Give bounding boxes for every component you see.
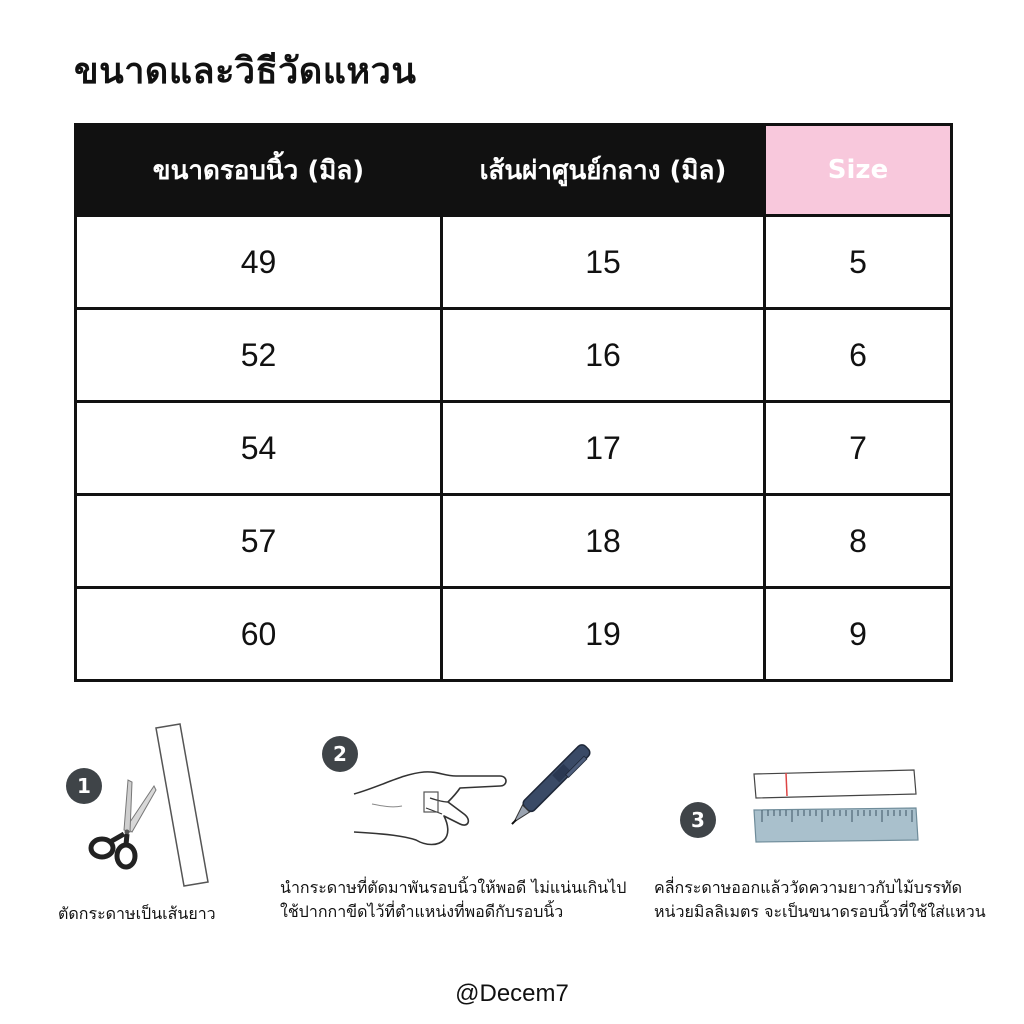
step-2-caption — [280, 876, 626, 924]
cell-size: 8 — [765, 495, 952, 588]
caption-line: หน่วยมิลลิเมตร จะเป็นขนาดรอบนิ้วที่ใช้ใส่แหวน — [654, 902, 986, 921]
cell-diameter: 15 — [442, 216, 765, 309]
table-row — [76, 588, 952, 681]
pen-icon — [500, 738, 596, 838]
cell-size: 6 — [765, 309, 952, 402]
table-row — [76, 402, 952, 495]
caption-line: ตัดกระดาษเป็นเส้นยาว — [58, 904, 216, 923]
header-circumference: ขนาดรอบนิ้ว (มิล) — [76, 125, 442, 216]
cell-size: 7 — [765, 402, 952, 495]
cell-circumference: 49 — [76, 216, 442, 309]
cell-size: 9 — [765, 588, 952, 681]
cell-size: 5 — [765, 216, 952, 309]
step-1-caption — [58, 902, 216, 926]
cell-circumference: 57 — [76, 495, 442, 588]
cell-circumference: 52 — [76, 309, 442, 402]
page-title: ขนาดและวิธีวัดแหวน — [74, 51, 417, 92]
caption-line: คลี่กระดาษออกแล้ววัดความยาวกับไม้บรรทัด — [654, 878, 962, 897]
paper-strip-marked-icon — [752, 768, 920, 802]
step-2-badge: 2 — [322, 736, 358, 772]
caption-line: นำกระดาษที่ตัดมาพันรอบนิ้วให้พอดี ไม่แน่นเกินไป — [280, 878, 627, 897]
ring-size-table — [74, 123, 953, 682]
caption-line: ใช้ปากกาขีดไว้ที่ตำแหน่งที่พอดีกับรอบนิ้ว — [280, 902, 564, 921]
table-header-row — [76, 125, 952, 216]
step-3-caption — [654, 876, 986, 924]
cell-diameter: 17 — [442, 402, 765, 495]
step-1-badge: 1 — [66, 768, 102, 804]
cell-diameter: 16 — [442, 309, 765, 402]
cell-circumference: 54 — [76, 402, 442, 495]
pointing-hand-icon — [352, 764, 510, 854]
header-diameter: เส้นผ่าศูนย์กลาง (มิล) — [442, 125, 765, 216]
cell-diameter: 19 — [442, 588, 765, 681]
header-size: Size — [765, 125, 952, 216]
table-row — [76, 495, 952, 588]
cell-diameter: 18 — [442, 495, 765, 588]
step-3-badge: 3 — [680, 802, 716, 838]
scissors-icon — [84, 774, 160, 874]
ruler-icon — [752, 806, 920, 846]
table-row — [76, 216, 952, 309]
footer-handle: @Decem7 — [455, 980, 569, 1007]
cell-circumference: 60 — [76, 588, 442, 681]
table-row — [76, 309, 952, 402]
